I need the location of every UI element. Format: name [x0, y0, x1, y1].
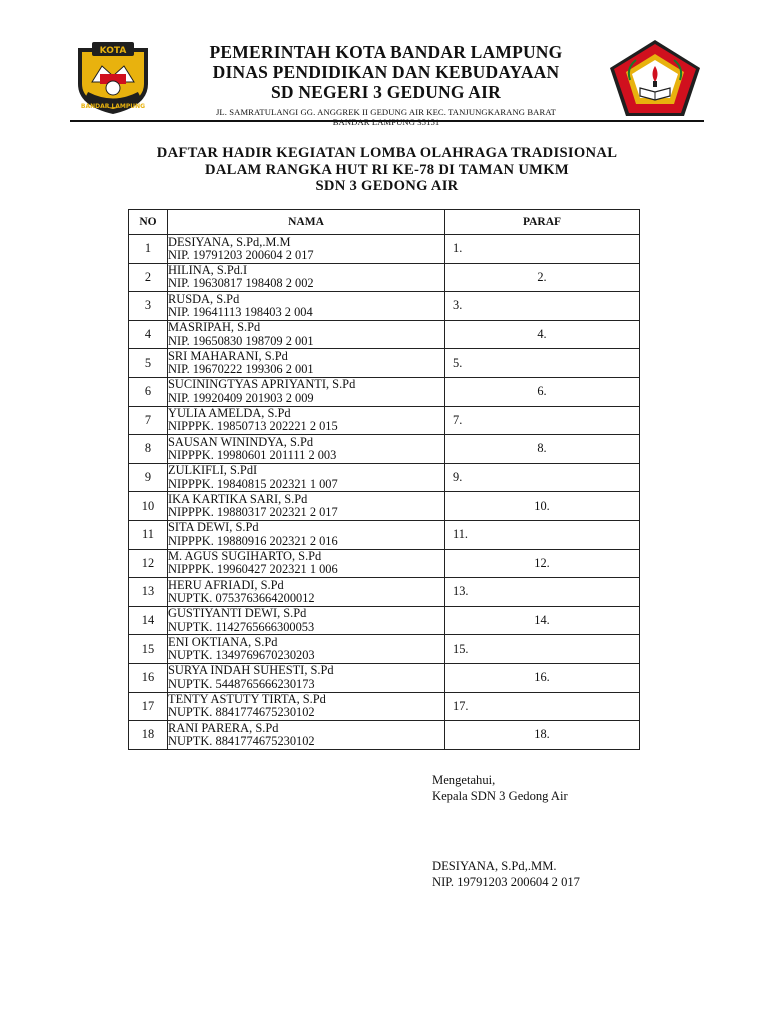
- signature-space: [432, 804, 692, 858]
- person-id-number: NUPTK. 8841774675230102: [168, 705, 315, 720]
- row-number: 5: [129, 349, 168, 378]
- signature-slot-number: 3.: [453, 298, 463, 313]
- signature-slot-number: 6.: [537, 384, 547, 399]
- row-number: 9: [129, 463, 168, 492]
- row-number: 16: [129, 663, 168, 692]
- row-number: 2: [129, 263, 168, 292]
- signature-cell[interactable]: [445, 721, 640, 750]
- row-number: 11: [129, 520, 168, 549]
- school-name: SD NEGERI 3 GEDUNG AIR: [271, 82, 501, 102]
- signature-slot-number: 4.: [537, 327, 547, 342]
- row-name-cell: [168, 235, 445, 264]
- signatory-nip: NIP. 19791203 200604 2 017: [432, 875, 580, 889]
- row-number: 4: [129, 320, 168, 349]
- person-name: M. AGUS SUGIHARTO, S.Pd: [168, 549, 322, 564]
- person-name: YULIA AMELDA, S.Pd: [168, 406, 291, 421]
- person-name: SAUSAN WININDYA, S.Pd: [168, 434, 314, 449]
- row-name-cell: [168, 606, 445, 635]
- signature-slot-number: 11.: [453, 527, 469, 542]
- person-id-number: NUPTK. 0753763664200012: [168, 590, 315, 605]
- signature-cell[interactable]: [445, 377, 640, 406]
- person-id-number: NUPTK. 1142765666300053: [168, 619, 315, 634]
- school-address-line-1: JL. SAMRATULANGI GG. ANGGREK II GEDUNG AIR KEC. TANJUNGKARANG BARAT: [215, 107, 557, 117]
- row-name-cell: [168, 406, 445, 435]
- person-id-number: NIP. 19641113 198403 2 004: [168, 304, 313, 319]
- signature-slot-number: 1.: [453, 241, 463, 256]
- row-name-cell: [168, 320, 445, 349]
- signatory-name: DESIYANA, S.Pd,.MM.: [432, 859, 557, 873]
- letterhead-text: [166, 42, 606, 127]
- signature-slot-number: 5.: [453, 355, 463, 370]
- government-name: PEMERINTAH KOTA BANDAR LAMPUNG: [209, 42, 563, 62]
- signature-slot-number: 14.: [534, 613, 550, 628]
- signature-cell[interactable]: [445, 635, 640, 664]
- signature-block: [432, 772, 692, 890]
- emblem-bottom-text: BANDAR LAMPUNG: [80, 103, 146, 110]
- signature-slot-number: 2.: [537, 269, 547, 284]
- signature-cell[interactable]: [445, 520, 640, 549]
- table-row: [129, 606, 640, 635]
- person-id-number: NIP. 19630817 198408 2 002: [168, 276, 314, 291]
- header-nama: NAMA: [168, 210, 445, 235]
- person-id-number: NUPTK. 5448765666230173: [168, 676, 315, 691]
- row-name-cell: [168, 435, 445, 464]
- table-row: [129, 406, 640, 435]
- signature-slot-number: 9.: [453, 470, 463, 485]
- signature-slot-number: 13.: [453, 584, 469, 599]
- row-number: 12: [129, 549, 168, 578]
- school-address-line-2: BANDAR LAMPUNG 35151: [332, 117, 440, 127]
- person-id-number: NIPPPK. 19840815 202321 1 007: [168, 476, 338, 491]
- title-line-1: DAFTAR HADIR KEGIATAN LOMBA OLAHRAGA TRADISIONAL: [156, 145, 618, 161]
- person-name: SITA DEWI, S.Pd: [168, 520, 259, 535]
- signature-cell[interactable]: [445, 692, 640, 721]
- person-name: SURYA INDAH SUHESTI, S.Pd: [168, 663, 334, 678]
- letterhead-divider: [70, 120, 704, 122]
- row-name-cell: [168, 549, 445, 578]
- emblem-top-text: KOTA: [99, 46, 127, 56]
- person-id-number: NIP. 19791203 200604 2 017: [168, 247, 314, 262]
- header-paraf: PARAF: [445, 210, 640, 235]
- bandar-lampung-emblem-icon: [70, 38, 156, 116]
- signatory-position: Kepala SDN 3 Gedong Air: [432, 789, 568, 803]
- signature-cell[interactable]: [445, 235, 640, 264]
- table-row: [129, 635, 640, 664]
- letterhead: [70, 38, 704, 127]
- table-header-row: [129, 210, 640, 235]
- person-name: ENI OKTIANA, S.Pd: [168, 634, 278, 649]
- table-row: [129, 263, 640, 292]
- school-emblem-icon: [608, 38, 702, 118]
- signature-cell[interactable]: [445, 549, 640, 578]
- row-name-cell: [168, 292, 445, 321]
- row-number: 3: [129, 292, 168, 321]
- header-no: NO: [129, 210, 168, 235]
- person-id-number: NUPTK. 1349769670230203: [168, 648, 315, 663]
- row-name-cell: [168, 635, 445, 664]
- signature-slot-number: 8.: [537, 441, 547, 456]
- signature-cell[interactable]: [445, 606, 640, 635]
- row-number: 13: [129, 578, 168, 607]
- signature-cell[interactable]: [445, 349, 640, 378]
- row-name-cell: [168, 692, 445, 721]
- person-id-number: NIP. 19670222 199306 2 001: [168, 362, 314, 377]
- table-row: [129, 520, 640, 549]
- person-name: RUSDA, S.Pd: [168, 291, 240, 306]
- table-row: [129, 463, 640, 492]
- signature-cell[interactable]: [445, 663, 640, 692]
- signature-slot-number: 17.: [453, 698, 469, 713]
- person-name: HILINA, S.Pd.I: [168, 263, 248, 278]
- person-name: SRI MAHARANI, S.Pd: [168, 348, 288, 363]
- signature-cell[interactable]: [445, 435, 640, 464]
- signature-cell[interactable]: [445, 578, 640, 607]
- row-name-cell: [168, 520, 445, 549]
- row-number: 18: [129, 721, 168, 750]
- table-row: [129, 663, 640, 692]
- table-row: [129, 377, 640, 406]
- person-id-number: NIPPPK. 19980601 201111 2 003: [168, 447, 337, 462]
- table-row: [129, 320, 640, 349]
- person-id-number: NIPPPK. 19880916 202321 2 016: [168, 533, 338, 548]
- row-number: 15: [129, 635, 168, 664]
- row-name-cell: [168, 463, 445, 492]
- signature-slot-number: 15.: [453, 641, 469, 656]
- acknowledged-label: Mengetahui,: [432, 773, 496, 787]
- row-name-cell: [168, 377, 445, 406]
- row-name-cell: [168, 578, 445, 607]
- row-name-cell: [168, 492, 445, 521]
- signature-cell[interactable]: [445, 406, 640, 435]
- title-line-3: SDN 3 GEDONG AIR: [315, 178, 459, 194]
- signature-slot-number: 7.: [453, 412, 463, 427]
- signature-slot-number: 18.: [534, 727, 550, 742]
- person-id-number: NIPPPK. 19880317 202321 2 017: [168, 505, 338, 520]
- person-id-number: NIPPPK. 19850713 202221 2 015: [168, 419, 338, 434]
- row-number: 8: [129, 435, 168, 464]
- person-id-number: NIP. 19920409 201903 2 009: [168, 390, 314, 405]
- person-name: HERU AFRIADI, S.Pd: [168, 577, 284, 592]
- person-name: IKA KARTIKA SARI, S.Pd: [168, 491, 308, 506]
- signature-slot-number: 12.: [534, 555, 550, 570]
- table-row: [129, 721, 640, 750]
- document-title: [70, 145, 704, 195]
- signature-slot-number: 10.: [534, 498, 550, 513]
- row-name-cell: [168, 721, 445, 750]
- person-id-number: NIP. 19650830 198709 2 001: [168, 333, 314, 348]
- table-row: [129, 235, 640, 264]
- title-line-2: DALAM RANGKA HUT RI KE-78 DI TAMAN UMKM: [205, 161, 569, 178]
- signature-cell[interactable]: [445, 292, 640, 321]
- table-row: [129, 435, 640, 464]
- person-name: ZULKIFLI, S.PdI: [168, 463, 258, 478]
- row-number: 10: [129, 492, 168, 521]
- table-row: [129, 292, 640, 321]
- row-number: 17: [129, 692, 168, 721]
- row-number: 7: [129, 406, 168, 435]
- table-row: [129, 492, 640, 521]
- person-name: RANI PARERA, S.Pd: [168, 720, 279, 735]
- person-name: TENTY ASTUTY TIRTA, S.Pd: [168, 692, 326, 706]
- person-id-number: NIPPPK. 19960427 202321 1 006: [168, 562, 338, 577]
- row-number: 6: [129, 377, 168, 406]
- attendance-table: [128, 209, 640, 750]
- row-name-cell: [168, 349, 445, 378]
- signature-cell[interactable]: [445, 263, 640, 292]
- row-name-cell: [168, 663, 445, 692]
- person-name: MASRIPAH, S.Pd: [168, 320, 261, 335]
- person-name: SUCININGTYAS APRIYANTI, S.Pd: [168, 377, 356, 392]
- row-number: 1: [129, 235, 168, 264]
- department-name: DINAS PENDIDIKAN DAN KEBUDAYAAN: [212, 62, 560, 82]
- row-number: 14: [129, 606, 168, 635]
- person-id-number: NUPTK. 8841774675230102: [168, 733, 315, 748]
- table-row: [129, 549, 640, 578]
- row-name-cell: [168, 263, 445, 292]
- signature-cell[interactable]: [445, 463, 640, 492]
- person-name: GUSTIYANTI DEWI, S.Pd: [168, 606, 307, 621]
- person-name: DESIYANA, S.Pd,.M.M: [168, 234, 291, 249]
- table-row: [129, 692, 640, 721]
- signature-slot-number: 16.: [534, 670, 550, 685]
- signature-cell[interactable]: [445, 492, 640, 521]
- signature-cell[interactable]: [445, 320, 640, 349]
- table-row: [129, 349, 640, 378]
- table-row: [129, 578, 640, 607]
